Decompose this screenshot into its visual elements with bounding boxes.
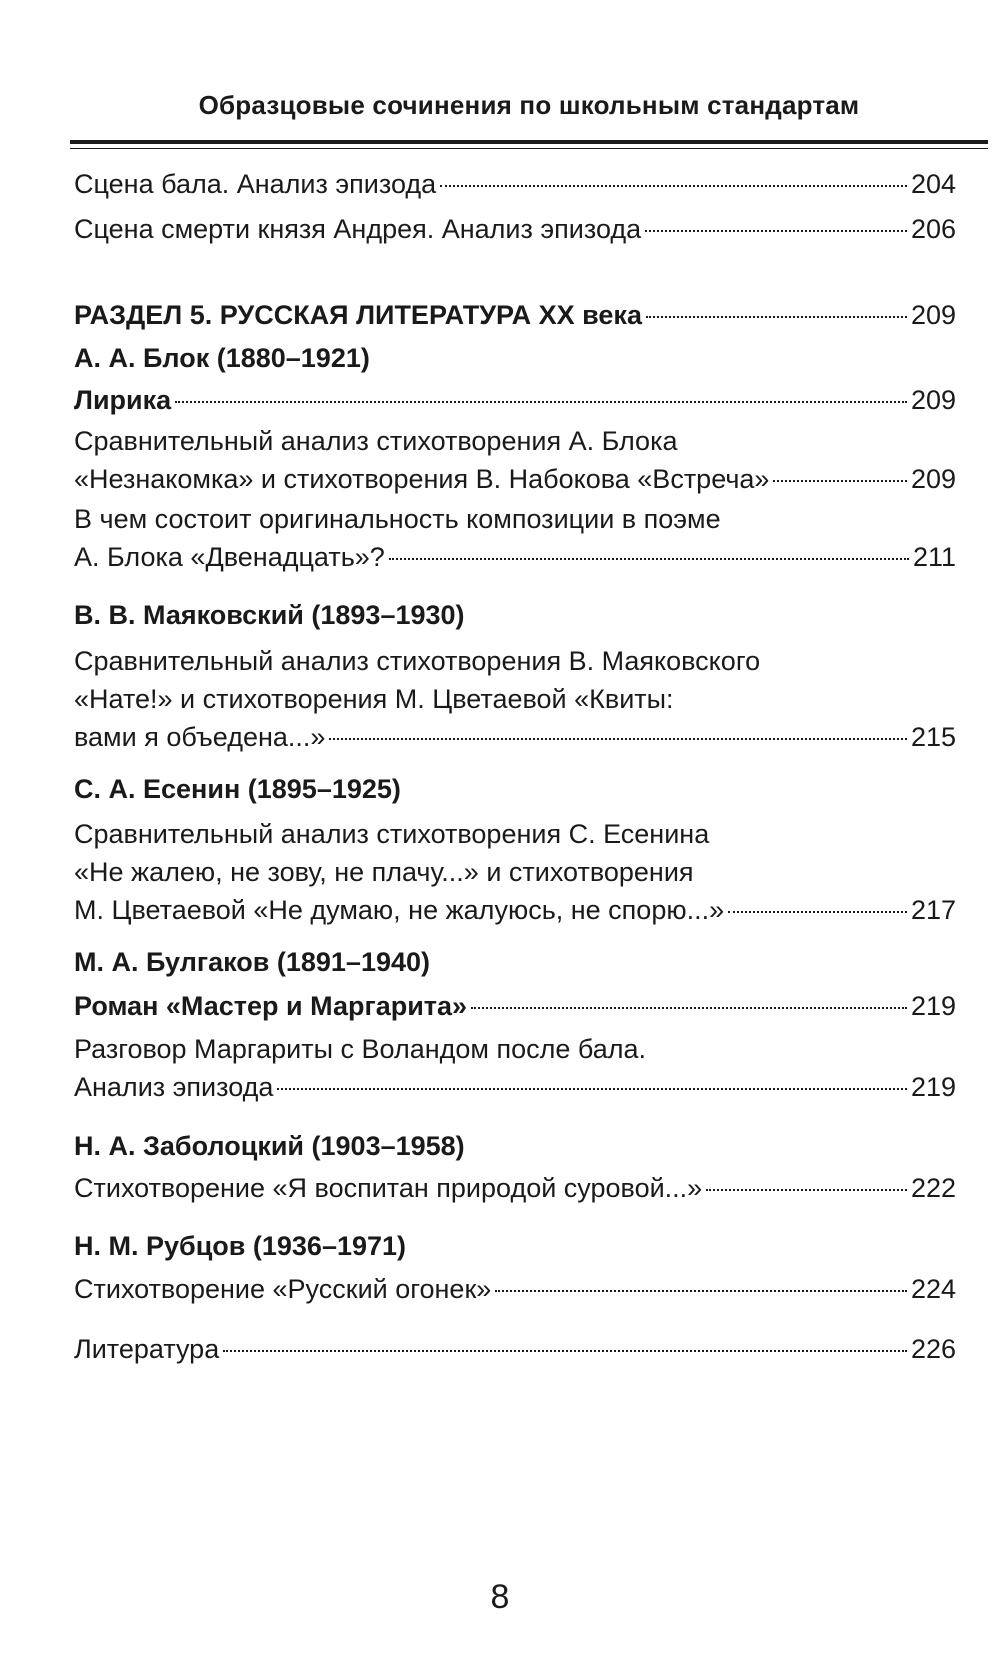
toc-entry-title-line: «Не жалею, не зову, не плачу...» и стихотворения bbox=[74, 857, 694, 887]
toc-page-number: 222 bbox=[910, 1173, 956, 1203]
toc-page-number: 209 bbox=[910, 464, 956, 494]
toc-entry-last-line bbox=[74, 538, 956, 576]
toc-entry-last-line bbox=[74, 460, 956, 498]
dot-leader bbox=[223, 1350, 907, 1352]
dot-leader bbox=[440, 185, 907, 187]
toc-entry-title-line: Сравнительный анализ стихотворения С. Есенина bbox=[74, 819, 710, 849]
toc-page-number: 219 bbox=[910, 1072, 956, 1102]
dot-leader bbox=[773, 480, 907, 482]
running-header: Образцовые сочинения по школьным стандартам bbox=[198, 90, 860, 120]
dot-leader bbox=[645, 230, 907, 232]
toc-entry-last-line bbox=[74, 1270, 956, 1308]
page-number: 8 bbox=[490, 1578, 510, 1616]
toc-entry-last-line bbox=[74, 987, 956, 1025]
author-heading: А. А. Блок (1880–1921) bbox=[74, 343, 370, 373]
toc-entry-title-line: «Нате!» и стихотворения М. Цветаевой «Квиты: bbox=[74, 684, 674, 714]
toc-entry-title: Стихотворение «Я воспитан природой суровой...» bbox=[74, 1173, 703, 1203]
toc-entry-title: РАЗДЕЛ 5. РУССКАЯ ЛИТЕРАТУРА XX века bbox=[74, 300, 642, 330]
header-rule-thick bbox=[70, 140, 988, 144]
toc-entry-title: Литература bbox=[74, 1334, 220, 1364]
toc-page-number: 211 bbox=[912, 542, 956, 572]
dot-leader bbox=[646, 316, 907, 318]
toc-entry-last-line bbox=[74, 1330, 956, 1368]
toc-page-number: 209 bbox=[910, 300, 956, 330]
toc-page-number: 226 bbox=[910, 1334, 956, 1364]
toc-entry-last-line bbox=[74, 1169, 956, 1207]
dot-leader bbox=[471, 1007, 907, 1009]
toc-entry[interactable] bbox=[74, 1270, 956, 1308]
dot-leader bbox=[277, 1088, 907, 1090]
toc-entry-last-line bbox=[74, 718, 956, 756]
header-rule-thin bbox=[70, 148, 988, 149]
toc-entry[interactable] bbox=[74, 1169, 956, 1207]
dot-leader bbox=[389, 558, 909, 560]
toc-section-heading bbox=[74, 943, 956, 981]
toc-entry-title: Сцена смерти князя Андрея. Анализ эпизода bbox=[74, 214, 642, 244]
toc-entry-last-line bbox=[74, 1068, 956, 1106]
toc-entry-title-line: Разговор Маргариты с Воландом после бала. bbox=[74, 1034, 647, 1064]
toc-entry-title: вами я объедена...» bbox=[74, 722, 326, 752]
toc-section-heading bbox=[74, 770, 956, 808]
toc-entry-title: Анализ эпизода bbox=[74, 1072, 274, 1102]
toc-entry-title: М. Цветаевой «Не думаю, не жалуюсь, не спорю...» bbox=[74, 895, 725, 925]
dot-leader bbox=[728, 911, 907, 913]
author-heading: Н. М. Рубцов (1936–1971) bbox=[74, 1231, 407, 1261]
dot-leader bbox=[329, 738, 907, 740]
toc-page-number: 209 bbox=[910, 385, 956, 415]
toc-entry-title: Стихотворение «Русский огонек» bbox=[74, 1274, 492, 1304]
toc-entry[interactable] bbox=[74, 500, 956, 576]
toc-section-heading bbox=[74, 1127, 956, 1165]
toc-entry[interactable] bbox=[74, 815, 956, 929]
toc-page-number: 206 bbox=[910, 214, 956, 244]
author-heading: Н. А. Заболоцкий (1903–1958) bbox=[74, 1131, 465, 1161]
toc-entry-title: «Незнакомка» и стихотворения В. Набокова «Встреча» bbox=[74, 464, 770, 494]
author-heading: В. В. Маяковский (1893–1930) bbox=[74, 600, 465, 630]
toc-entry-last-line bbox=[74, 210, 956, 248]
dot-leader bbox=[495, 1290, 907, 1292]
toc-section-heading bbox=[74, 1227, 956, 1265]
author-heading: М. А. Булгаков (1891–1940) bbox=[74, 947, 430, 977]
toc-entry[interactable] bbox=[74, 296, 956, 334]
toc-section-heading bbox=[74, 596, 956, 634]
toc-entry-title: Сцена бала. Анализ эпизода bbox=[74, 169, 437, 199]
toc-entry-title-line: Сравнительный анализ стихотворения В. Маяковского bbox=[74, 646, 761, 676]
toc-entry[interactable] bbox=[74, 210, 956, 248]
toc-section-heading bbox=[74, 339, 956, 377]
toc-entry-title: Лирика bbox=[74, 385, 172, 415]
toc-entry-title: Роман «Мастер и Маргарита» bbox=[74, 991, 468, 1021]
dot-leader bbox=[706, 1189, 907, 1191]
author-heading: С. А. Есенин (1895–1925) bbox=[74, 774, 401, 804]
toc-entry-last-line bbox=[74, 296, 956, 334]
toc-entry[interactable] bbox=[74, 1030, 956, 1106]
toc-entry-last-line bbox=[74, 381, 956, 419]
dot-leader bbox=[175, 401, 907, 403]
toc-page-number: 219 bbox=[910, 991, 956, 1021]
toc-entry-title: А. Блока «Двенадцать»? bbox=[74, 542, 385, 572]
toc-entry[interactable] bbox=[74, 381, 956, 419]
toc-entry-last-line bbox=[74, 891, 956, 929]
toc-entry-last-line bbox=[74, 165, 956, 203]
toc-page-number: 204 bbox=[910, 169, 956, 199]
toc-page-number: 215 bbox=[910, 722, 956, 752]
toc-entry[interactable] bbox=[74, 987, 956, 1025]
toc-page-number: 224 bbox=[910, 1274, 956, 1304]
toc-entry[interactable] bbox=[74, 1330, 956, 1368]
toc-entry-title-line: Сравнительный анализ стихотворения А. Блока bbox=[74, 426, 678, 456]
toc-entry[interactable] bbox=[74, 165, 956, 203]
toc-entry-title-line: В чем состоит оригинальность композиции в поэме bbox=[74, 504, 721, 534]
toc-page-number: 217 bbox=[910, 895, 956, 925]
toc-entry[interactable] bbox=[74, 422, 956, 498]
toc-entry[interactable] bbox=[74, 642, 956, 756]
